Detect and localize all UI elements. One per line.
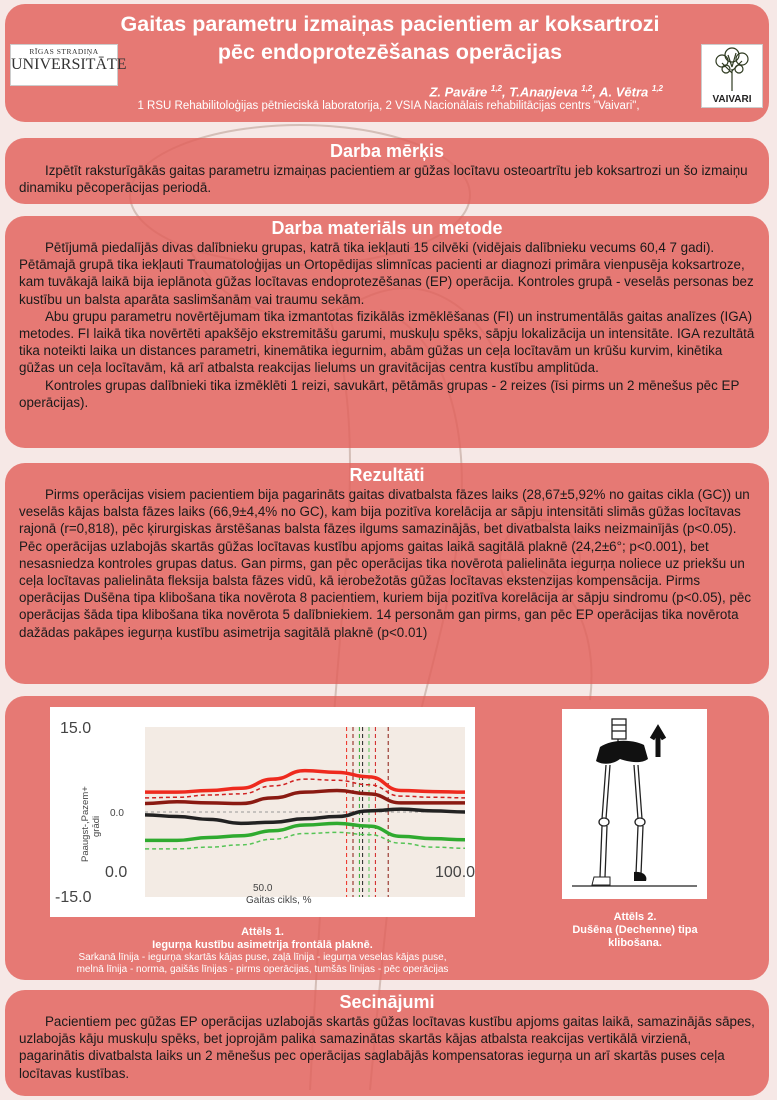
author-affiliation-index: 1,2	[490, 84, 502, 93]
title-line1: Gaitas parametru izmaiņas pacientiem ar koksartrozi	[120, 12, 660, 36]
results-section	[5, 463, 769, 684]
arrow-up-icon	[652, 729, 664, 757]
skeleton-legs-illustration	[562, 709, 707, 899]
x-tick-label: 100.0	[435, 864, 475, 881]
figure1-caption	[50, 926, 475, 976]
methods-paragraph: Pētījumā piedalījās divas dalībnieku grupas, katrā tika iekļauti 15 cilvēki (vidējais dalībnieku vecums 60,4 7 gadi). Pētāmajā grupā tika iekļauti Traumatoloģijas un Ortopēdijas slimnīcas pacienti ar diagnozi primāra vienpusēja koksartroze, kam tuvākajā laikā bija ieplānota gūžas locītavas endoprotezēšanas (EP) operācija. Kontroles grupā - veselās personas bez kustību un balsta aparāta saslimšanām vai traumu sekām.	[19, 240, 754, 307]
y-axis-label-unit: grādi	[91, 815, 102, 837]
affiliation-line: 1 RSU Rehabilitoloģijas pētnieciskā laboratorija, 2 VSIA Nacionālais rehabilitācijas centrs "Vaivari",	[137, 100, 640, 112]
figure2-title: Attēls 2.	[613, 911, 657, 923]
chart-svg	[50, 707, 475, 917]
authors-list: Z. Pavāre $^{1,2}$, T.Anaņjeva $^{1,2}$, A. Vētra $^{1,2}$	[429, 84, 663, 100]
tree-icon	[702, 45, 762, 93]
figure1-subtitle: Iegurņa kustību asimetrija frontālā plaknē.	[152, 939, 373, 951]
y-axis-label: Paaugst-,Pazem+	[80, 786, 91, 862]
title-line2: pēc endoprotezēšanas operācijas	[217, 40, 563, 64]
author-name: T.Anaņjeva	[509, 84, 582, 100]
y-tick-label: 0.0	[110, 808, 124, 819]
goal-heading: Darba mērķis	[329, 141, 445, 161]
right-foot	[634, 872, 646, 881]
y-tick-label: 15.0	[60, 720, 92, 737]
results-text: Pirms operācijas visiem pacientiem bija pagarināts gaitas divatbalsta fāzes laiks (28,67±5,92% no gaitas cikla (GC)) un veselās kājas balsta fāzes laiks (66,9±4,4% no GC), kam bija pozitīva korelācija ar sāpju intensitāti slimās gūžas locītavas rajonā (r=0,818), pēc ķirurgiskas ārstēšanas balsta fāzes ilgums samazinājās, bet divatbalsta laiks neizmainījās (p<0.05). Pēc operācijas uzlabojās skartās gūžas locītavas kustību apjoms gaitas laikā sagitālā plaknē (24,2±6°; p<0.001), bet nesasniedza kontroles grupas datus. Gan pirms, gan pēc operācijas tika novērota palielināta iegurņa noliece uz priekšu un ceļa locītavas palielināta fleksija balsta fāzes vidū, kā ierobežotās gūžas locītavas ekstenzijas kompensācija. Pirms operācijas Dušēna tipa klibošana tika novērota 8 pacientiem, kuriem bija pozitīva korelācija ar sāpju sindromu (p<0.05), pēc operācijas šāda tipa klibošana tika novērota 5 dalībniekiem. 14 personām gan pirms, gan pēc EP operācijas tika novērota dažādas pakāpes iegurņa kustību asimetrija sagitālā plaknē (p<0.01)	[19, 487, 752, 640]
figures-section	[5, 696, 769, 980]
methods-heading: Darba materiāls un metode	[271, 218, 503, 238]
author-affiliation-index: 1,2	[651, 84, 663, 93]
conclusions-heading: Secinājumi	[339, 992, 435, 1012]
figure2-caption-line: Dušēna (Dechenne) tipa	[572, 924, 698, 936]
vaivari-logo-label: VAIVARI	[712, 94, 752, 105]
x-tick-label: 50.0	[253, 883, 273, 894]
figure1-legend-line: melnā līnija - norma, gaišās līnijas - pirms operācijas, tumšās līnijas - pēc operācijas	[76, 964, 449, 975]
methods-paragraph: Abu grupu parametru novērtējumam tika izmantotas fizikālās izmēklēšanas (FI) un instrumentālās gaitas analīzes (IGA) metodes. FI laikā tika novērtēti apakšējo ekstremitāšu garumi, muskuļu spēks, sāpju lokalizācija un intensitāte. IGA rezultātā tika noteikti laika un distances parametri, kinemātika iegurnim, abām gūžas un ceļa locītavām un krūšu kurvim, kinētika gūžas un ceļa locītavām, kā arī atbalsta reakcijas lielums un gravitācijas centra kustību amplitūda.	[19, 308, 755, 376]
figure2-caption	[545, 911, 725, 950]
figure1-legend-line: Sarkanā līnija - iegurņa skartās kājas puse, zaļā līnija - iegurņa veselas kājas puse,	[78, 952, 447, 963]
duchenne-gait-figure	[562, 709, 707, 899]
author-name: Z. Pavāre	[429, 84, 491, 100]
pelvis-asymmetry-chart	[50, 707, 475, 917]
pelvis-shape	[596, 741, 648, 764]
goal-text: Izpētīt raksturīgākās gaitas parametru izmaiņas pacientiem ar gūžas locītavu osteoartrītu jeb koksartrozi un šo izmaiņu dinamiku pēcoperācijas periodā.	[19, 163, 748, 196]
results-heading: Rezultāti	[349, 465, 425, 485]
y-tick-label: -15.0	[55, 889, 92, 906]
left-foot	[592, 877, 610, 885]
methods-section	[5, 216, 769, 448]
author-affiliation-index: 1,2	[581, 84, 593, 93]
figure1-title: Attēls 1.	[241, 926, 284, 938]
goal-section	[5, 138, 769, 204]
rsu-logo-line1: RĪGAS STRADIŅA	[29, 47, 99, 56]
author-name: A. Vētra	[599, 84, 652, 100]
rsu-logo-line2: UNIVERSITĀTE	[11, 56, 127, 73]
x-axis-label: Gaitas cikls, %	[246, 895, 312, 906]
conclusions-text: Pacientiem pec gūžas EP operācijas uzlabojās skartās gūžas locītavas kustību apjoms gaitas laikā, samazinājās sāpes, uzlabojās kāju muskuļu spēks, bet joprojām palika samazinātas skartās kājas atbalsta reakcijas vertikālā virzienā, pagarinātis divatbalsta laiks un 2 mēnešus pec operācijas saglabājās kompensatoras iegurņa un arī skartās puses ceļa locītavas kustības.	[19, 1014, 755, 1081]
x-tick-label: 0.0	[105, 864, 128, 881]
vaivari-logo	[701, 44, 763, 108]
conclusions-section	[5, 990, 769, 1096]
figure2-caption-line: klibošana.	[608, 937, 662, 949]
poster-title	[95, 10, 685, 66]
methods-paragraph: Kontroles grupas dalībnieki tika izmēklēti 1 reizi, savukārt, pētāmās grupas - 2 reizes (īsi pirms un 2 mēnešus pēc EP operācijas).	[19, 377, 740, 410]
